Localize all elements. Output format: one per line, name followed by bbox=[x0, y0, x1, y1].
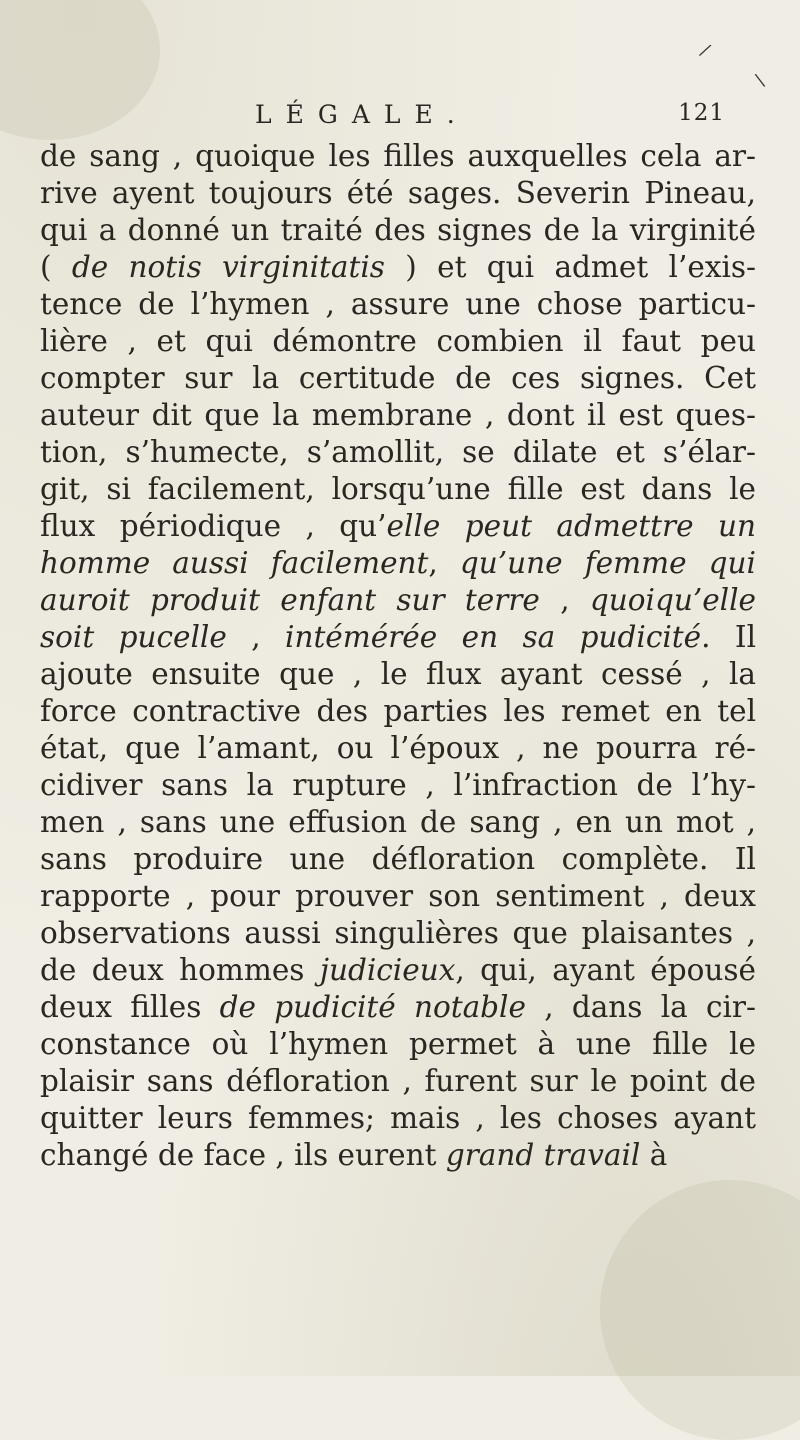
text-line bbox=[40, 249, 756, 286]
page-header bbox=[255, 100, 725, 134]
text-line bbox=[40, 175, 756, 212]
text-line bbox=[40, 138, 756, 175]
italic-run: grand travail bbox=[445, 1138, 641, 1172]
italic-run: qu’une femme qui bbox=[459, 546, 756, 580]
text-line bbox=[40, 952, 756, 989]
text-line bbox=[40, 508, 756, 545]
text-run: , bbox=[539, 583, 590, 617]
text-line bbox=[40, 434, 756, 471]
text-run: rive ayent toujours été sages. Severin Pineau, bbox=[40, 176, 756, 210]
text-run: git, si facilement, lorsqu’une fille est dans le bbox=[40, 472, 756, 506]
text-line bbox=[40, 1026, 756, 1063]
italic-run: judicieux bbox=[319, 953, 456, 987]
text-run: à bbox=[640, 1138, 668, 1172]
text-line bbox=[40, 693, 756, 730]
text-run: de sang , quoique les filles auxquelles cela ar- bbox=[40, 139, 756, 173]
text-run: quitter leurs femmes; mais , les choses ayant bbox=[40, 1101, 756, 1135]
italic-run: homme aussi facilement bbox=[40, 546, 429, 580]
text-run: rapporte , pour prouver son sentiment , deux bbox=[40, 879, 756, 913]
text-run: , dans la cir- bbox=[525, 990, 757, 1024]
text-run: auteur dit que la membrane , dont il est ques- bbox=[40, 398, 756, 432]
text-run: constance où l’hymen permet à une fille le bbox=[40, 1027, 756, 1061]
text-run: sans produire une défloration complète. Il bbox=[40, 842, 756, 876]
text-run: . Il bbox=[701, 620, 757, 654]
text-line bbox=[40, 582, 756, 619]
text-run: deux filles bbox=[40, 990, 220, 1024]
text-line bbox=[40, 397, 756, 434]
text-run: force contractive des parties les remet en tel bbox=[40, 694, 756, 728]
text-run: flux périodique , qu’ bbox=[40, 509, 387, 543]
text-run: tence de l’hymen , assure une chose particu- bbox=[40, 287, 756, 321]
text-line bbox=[40, 878, 756, 915]
text-run: ( bbox=[40, 250, 72, 284]
text-run: ) et qui admet l’exis- bbox=[384, 250, 756, 284]
pencil-mark: \ bbox=[753, 69, 767, 92]
text-line bbox=[40, 841, 756, 878]
page-number: 121 bbox=[678, 100, 725, 126]
body-text bbox=[40, 138, 756, 1174]
text-run: qui a donné un traité des signes de la virginité bbox=[40, 213, 756, 247]
text-run: cidiver sans la rupture , l’infraction de l’hy- bbox=[40, 768, 756, 802]
text-run: , bbox=[226, 620, 286, 654]
italic-run: elle peut admettre un bbox=[386, 509, 756, 543]
text-line bbox=[40, 1137, 756, 1174]
text-line bbox=[40, 619, 756, 656]
italic-run: de notis virginitatis bbox=[71, 250, 385, 284]
text-run: observations aussi singulières que plaisantes , bbox=[40, 916, 756, 950]
text-line bbox=[40, 286, 756, 323]
text-run: , qui, ayant épousé bbox=[455, 953, 756, 987]
text-line bbox=[40, 471, 756, 508]
italic-run: intémérée en sa pudicité bbox=[285, 620, 702, 654]
text-run: plaisir sans défloration , furent sur le point de bbox=[40, 1064, 756, 1098]
italic-run: soit pucelle bbox=[40, 620, 227, 654]
text-run: , bbox=[428, 546, 460, 580]
text-line bbox=[40, 360, 756, 397]
text-run: tion, s’humecte, s’amollit, se dilate et s’élar- bbox=[40, 435, 756, 469]
text-line bbox=[40, 323, 756, 360]
text-line bbox=[40, 730, 756, 767]
text-run: changé de face , ils eurent bbox=[40, 1138, 446, 1172]
text-line bbox=[40, 1100, 756, 1137]
text-line bbox=[40, 656, 756, 693]
italic-run: auroit produit enfant sur terre bbox=[40, 583, 540, 617]
text-run: men , sans une effusion de sang , en un mot , bbox=[40, 805, 756, 839]
text-run: lière , et qui démontre combien il faut peu bbox=[40, 324, 756, 358]
text-line bbox=[40, 1063, 756, 1100]
italic-run: quoiqu’elle bbox=[589, 583, 756, 617]
text-line bbox=[40, 989, 756, 1026]
pencil-mark: / bbox=[697, 39, 713, 62]
text-run: de deux hommes bbox=[40, 953, 320, 987]
text-line bbox=[40, 915, 756, 952]
paper-stain bbox=[0, 0, 160, 140]
text-line bbox=[40, 212, 756, 249]
text-run: compter sur la certitude de ces signes. Cet bbox=[40, 361, 756, 395]
text-run: état, que l’amant, ou l’époux , ne pourra ré- bbox=[40, 731, 756, 765]
italic-run: de pudicité notable bbox=[219, 990, 526, 1024]
text-line bbox=[40, 545, 756, 582]
text-line bbox=[40, 767, 756, 804]
text-run: ajoute ensuite que , le flux ayant cessé , la bbox=[40, 657, 756, 691]
paper-stain bbox=[600, 1180, 800, 1440]
running-head: LÉGALE. bbox=[255, 100, 469, 129]
text-line bbox=[40, 804, 756, 841]
